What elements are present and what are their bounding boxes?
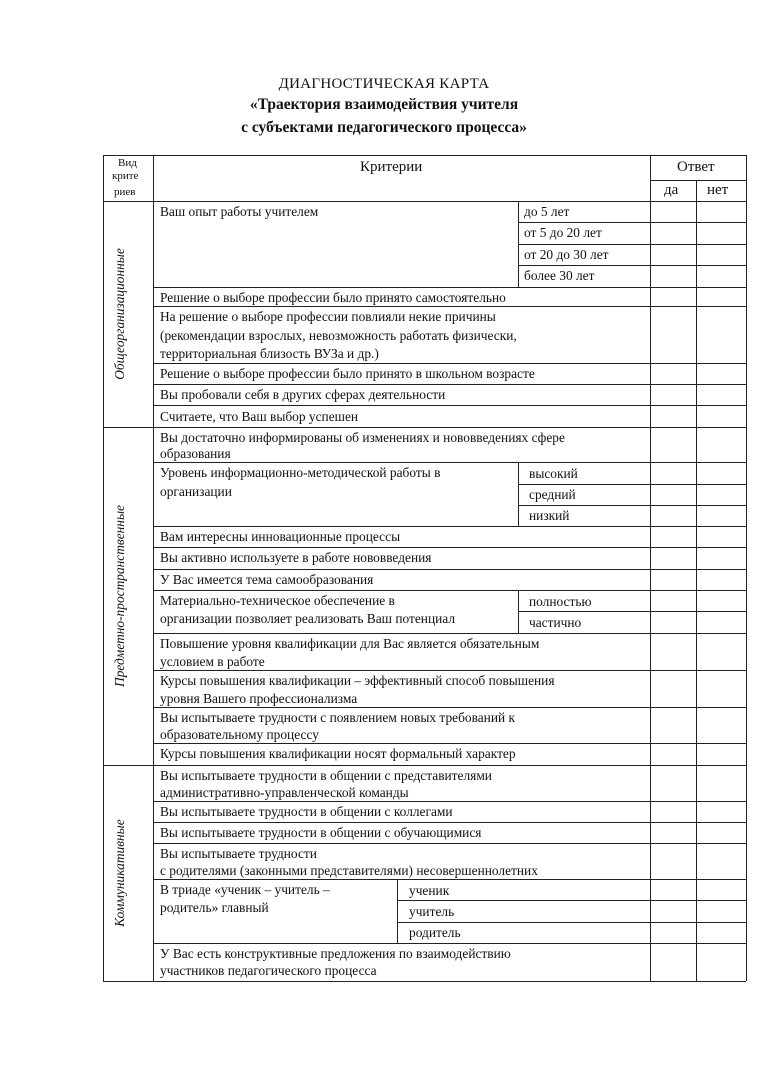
criterion-courses-effective-line1: Курсы повышения квалификации – эффективный способ повышения — [160, 673, 555, 688]
criterion-students-communication: Вы испытываете трудности в общении с обучающимися — [160, 825, 482, 840]
criterion-equipment-line2: организации позволяет реализовать Ваш потенциал — [160, 611, 456, 626]
option-experience-2: от 5 до 20 лет — [524, 225, 602, 240]
option-experience-4: более 30 лет — [524, 268, 595, 283]
option-triad-student: ученик — [409, 883, 450, 898]
option-triad-parent: родитель — [409, 925, 461, 940]
criterion-courses-formal: Курсы повышения квалификации носят формальный характер — [160, 746, 516, 761]
criterion-informed-line2: образования — [160, 446, 231, 461]
criterion-other-fields: Вы пробовали себя в других сферах деятельности — [160, 387, 446, 402]
criterion-qualification-line2: условием в работе — [160, 654, 265, 669]
criterion-triad-line2: родитель» главный — [160, 900, 269, 915]
option-level-low: низкий — [529, 508, 570, 523]
header-yes: да — [664, 182, 679, 198]
criterion-new-requirements-line1: Вы испытываете трудности с появлением новых требований к — [160, 710, 516, 725]
criterion-method-work-line1: Уровень информационно-методической работы в — [160, 465, 441, 480]
header-answer: Ответ — [677, 159, 715, 175]
criterion-proposals-line1: У Вас есть конструктивные предложения по взаимодействию — [160, 946, 511, 961]
criterion-innovation-interest: Вам интересны инновационные процессы — [160, 529, 401, 544]
criterion-proposals-line2: участников педагогического процесса — [160, 963, 377, 978]
criterion-self-education: У Вас имеется тема самообразования — [160, 572, 374, 587]
criterion-method-work-line2: организации — [160, 484, 232, 499]
header-criteria: Критерии — [360, 159, 423, 175]
criterion-parents-communication-line1: Вы испытываете трудности — [160, 846, 317, 861]
header-no: нет — [707, 182, 729, 198]
criterion-reasons-line1: На решение о выборе профессии повлияли некие причины — [160, 309, 496, 324]
criterion-reasons-line3: территориальная близость ВУЗа и др.) — [160, 346, 379, 361]
criterion-reasons-line2: (рекомендации взрослых, невозможность работать физически, — [160, 328, 517, 343]
doc-title: ДИАГНОСТИЧЕСКАЯ КАРТА — [278, 76, 490, 92]
criterion-innovation-use: Вы активно используете в работе нововведения — [160, 550, 432, 565]
option-experience-1: до 5 лет — [524, 204, 570, 219]
option-level-high: высокий — [529, 466, 578, 481]
option-level-medium: средний — [529, 487, 576, 502]
option-equipment-partial: частично — [529, 615, 582, 630]
criterion-school-age: Решение о выборе профессии было принято в школьном возрасте — [160, 366, 535, 381]
criterion-equipment-line1: Материально-техническое обеспечение в — [160, 593, 395, 608]
header-kind-line1: Вид — [118, 157, 137, 169]
criterion-qualification-line1: Повышение уровня квалификации для Вас является обязательным — [160, 636, 540, 651]
criterion-experience: Ваш опыт работы учителем — [160, 204, 319, 219]
criterion-triad-line1: В триаде «ученик – учитель – — [160, 882, 330, 897]
criterion-colleagues-communication: Вы испытываете трудности в общении с коллегами — [160, 804, 453, 819]
criterion-admin-communication-line2: административно-управленческой команды — [160, 785, 409, 800]
criterion-informed-line1: Вы достаточно информированы об изменениях и нововведениях сфере — [160, 430, 565, 445]
criterion-courses-effective-line2: уровня Вашего профессионализма — [160, 691, 358, 706]
section-label-general: Общеорганизационные — [112, 248, 127, 380]
option-triad-teacher: учитель — [409, 904, 455, 919]
header-kind-line2: крите — [112, 170, 139, 182]
criterion-admin-communication-line1: Вы испытываете трудности в общении с представителями — [160, 768, 492, 783]
option-equipment-full: полностью — [529, 594, 592, 609]
criterion-independent-choice: Решение о выборе профессии было принято самостоятельно — [160, 290, 506, 305]
section-label-communicative: Коммуникативные — [112, 819, 127, 927]
criterion-new-requirements-line2: образовательному процессу — [160, 727, 319, 742]
doc-subtitle-line2: с субъектами педагогического процесса» — [241, 119, 527, 136]
doc-subtitle-line1: «Траектория взаимодействия учителя — [249, 96, 519, 113]
criterion-choice-success: Считаете, что Ваш выбор успешен — [160, 409, 359, 424]
criterion-parents-communication-line2: с родителями (законными представителями) несовершеннолетних — [160, 863, 538, 878]
section-label-subject-spatial: Предметно-пространственные — [112, 505, 127, 687]
option-experience-3: от 20 до 30 лет — [524, 247, 609, 262]
header-kind-line3: риев — [114, 186, 136, 198]
